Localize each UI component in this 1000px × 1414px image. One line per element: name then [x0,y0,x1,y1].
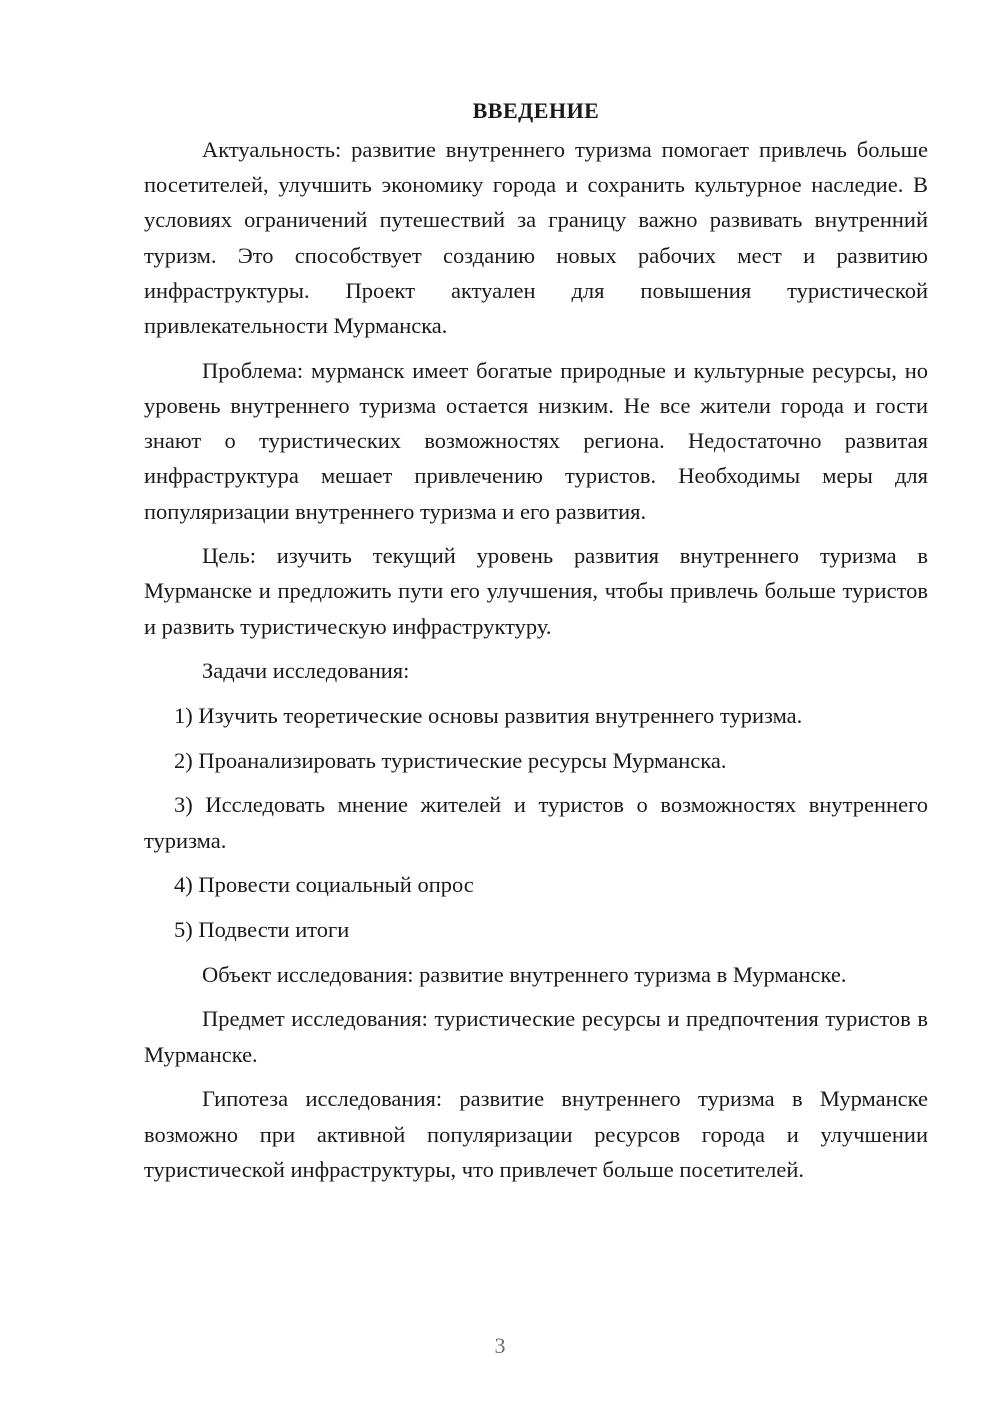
tasks-heading: Задачи исследования: [202,658,410,684]
task-item-4: 4) Провести социальный опрос [174,872,474,898]
page-number: 3 [494,1333,506,1358]
task-item-3: 3) Исследовать мнение жителей и туристов о возможностях внутреннего туризма. [144,792,928,853]
section-title: ВВЕДЕНИЕ [472,98,600,123]
task-item-1: 1) Изучить теоретические основы развития внутреннего туризма. [174,703,803,729]
task-item-2: 2) Проанализировать туристические ресурсы Мурманска. [174,747,727,773]
document-page [144,90,928,1196]
task-item-5: 5) Подвести итоги [174,917,350,943]
goal-paragraph: Цель: изучить текущий уровень развития внутреннего туризма в Мурманске и предложить пути его улучшения, чтобы привлечь больше туристов и развить туристическую инфраструктуру. [144,543,928,639]
research-object-paragraph: Объект исследования: развитие внутреннего туризма в Мурманске. [202,961,847,987]
problem-paragraph: Проблема: мурманск имеет богатые природные и культурные ресурсы, но уровень внутреннего туризма остается низким. Не все жители города и гости знают о туристических возможностях региона. Недостаточно развитая инфраструктура мешает привлечению туристов. Необходимы меры для популяризации внутреннего туризма и его развития. [144,357,928,524]
relevance-paragraph: Актуальность: развитие внутреннего туризма помогает привлечь больше посетителей, улучшить экономику города и сохранить культурное наследие. В условиях ограничений путешествий за границу важно развивать внутренний туризм. Это способствует созданию новых рабочих мест и развитию инфраструктуры. Проект актуален для повышения туристической привлекательности Мурманска. [144,137,928,339]
research-subject-paragraph: Предмет исследования: туристические ресурсы и предпочтения туристов в Мурманске. [144,1006,928,1067]
research-hypothesis-paragraph: Гипотеза исследования: развитие внутреннего туризма в Мурманске возможно при активной популяризации ресурсов города и улучшении туристической инфраструктуры, что привлечет больше посетителей. [144,1086,928,1182]
